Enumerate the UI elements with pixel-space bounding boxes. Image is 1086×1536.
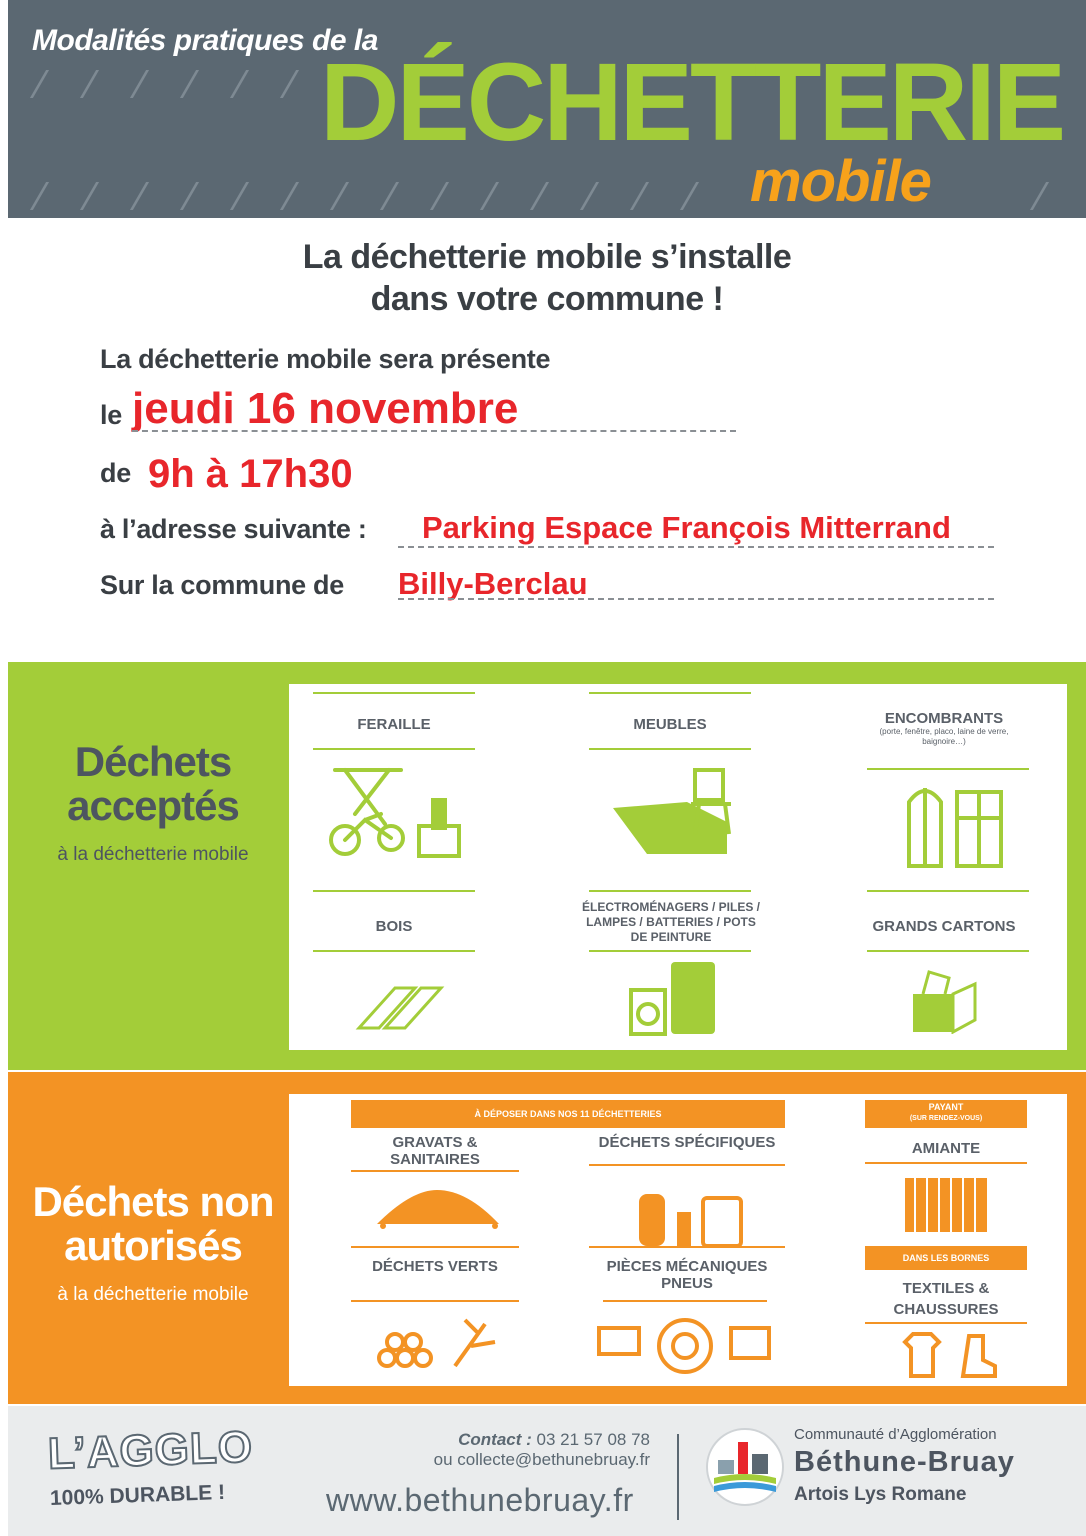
divider [867, 950, 1029, 952]
battery-tire-radiator-icon [595, 1314, 775, 1378]
category-label-text: ENCOMBRANTS [884, 710, 1004, 727]
logs-branch-icon [375, 1314, 511, 1372]
category-label: BOIS [375, 918, 413, 935]
org-line1: Communauté d’Agglomération [794, 1426, 997, 1443]
decor-slash [130, 70, 149, 98]
decor-slash [280, 182, 299, 210]
category-label: GRANDS CARTONS [872, 918, 1016, 935]
refused-title-line2: autorisés [64, 1222, 242, 1269]
time-value: 9h à 17h30 [148, 452, 353, 496]
divider [867, 890, 1029, 892]
divider [589, 890, 751, 892]
commune-label: Sur la commune de [100, 570, 344, 600]
time-label: de [100, 458, 131, 488]
decor-slash [380, 182, 399, 210]
corrugated-sheet-icon [903, 1172, 989, 1234]
header-title: DÉCHETTERIE [320, 41, 1064, 164]
divider [313, 692, 475, 694]
category-label: DÉCHETS VERTS [372, 1258, 498, 1275]
decor-slash [30, 70, 49, 98]
decor-slash [80, 70, 99, 98]
website-link[interactable]: www.bethunebruay.fr [326, 1482, 634, 1518]
category-label: MEUBLES [633, 716, 707, 733]
divider [867, 768, 1029, 770]
decor-slash [430, 182, 449, 210]
category-label: PIÈCES MÉCANIQUES PNEUS [606, 1258, 768, 1292]
divider [865, 1162, 1027, 1164]
decor-slash [630, 182, 649, 210]
paid-banner [865, 1100, 1027, 1128]
org-line3: Artois Lys Romane [794, 1484, 967, 1505]
bethune-bruay-logo-icon [704, 1426, 786, 1508]
category-label: GRAVATS & SANITAIRES [390, 1134, 480, 1168]
bins-banner: DANS LES BORNES [865, 1246, 1027, 1270]
accepted-panel [289, 684, 1067, 1050]
chair-bed-icon [607, 764, 737, 864]
divider [589, 1164, 785, 1166]
contact-email[interactable]: ou collecte@bethunebruay.fr [433, 1450, 650, 1469]
tagline-line2: dans votre commune ! [370, 280, 724, 318]
address-fill-line [398, 546, 994, 548]
header-banner [8, 0, 1086, 218]
decor-slash [580, 182, 599, 210]
decor-slash [230, 182, 249, 210]
contact-phone[interactable]: 03 21 57 08 78 [536, 1430, 650, 1449]
divider [589, 1246, 785, 1248]
category-label [859, 710, 1029, 747]
accepted-title-line1: Déchets [74, 738, 232, 785]
footer-divider [677, 1434, 679, 1520]
divider [351, 1170, 519, 1172]
date-fill-line [132, 430, 736, 432]
address-value: Parking Espace François Mitterrand [422, 510, 951, 545]
fridge-washer-icon [629, 960, 719, 1036]
paid-banner-note: (SUR RENDEZ-VOUS) [909, 1115, 983, 1122]
decor-slash [180, 70, 199, 98]
divider [589, 748, 751, 750]
refused-section [8, 1072, 1086, 1404]
divider [603, 1300, 767, 1302]
cardboard-box-icon [909, 968, 979, 1034]
decor-slash [480, 182, 499, 210]
bicycle-ironing-board-icon [325, 764, 465, 868]
decor-slash [280, 70, 299, 98]
decor-slash [80, 182, 99, 210]
decor-slash [1030, 182, 1049, 210]
durable-slogan: 100% DURABLE ! [49, 1480, 226, 1511]
divider [313, 950, 475, 952]
decor-slash [680, 182, 699, 210]
contact-block [434, 1430, 650, 1470]
presence-label: La déchetterie mobile sera présente [100, 344, 551, 374]
address-label: à l’adresse suivante : [100, 514, 367, 544]
accepted-subtitle: à la déchetterie mobile [57, 844, 249, 865]
category-label: TEXTILES & CHAUSSURES [893, 1280, 999, 1318]
decor-slash [230, 70, 249, 98]
divider [865, 1322, 1027, 1324]
commune-fill-line [398, 598, 994, 600]
accepted-title-line2: acceptés [67, 782, 239, 829]
divider [313, 748, 475, 750]
divider [351, 1300, 519, 1302]
org-name: Béthune-Bruay [794, 1446, 1015, 1478]
category-label: DÉCHETS SPÉCIFIQUES [598, 1134, 776, 1151]
header-subtitle: mobile [750, 149, 931, 214]
tagline-line1: La déchetterie mobile s’installe [302, 238, 792, 276]
category-note: (porte, fenêtre, placo, laine de verre, baignoire…) [879, 727, 1009, 746]
divider [313, 890, 475, 892]
header-pretitle: Modalités pratiques de la [32, 24, 378, 57]
decor-slash [530, 182, 549, 210]
paid-banner-text: PAYANT [928, 1102, 964, 1112]
accepted-section [8, 662, 1086, 1070]
date-value: jeudi 16 novembre [132, 384, 519, 433]
flyer-page [8, 0, 1086, 1536]
contact-label: Contact : [458, 1430, 532, 1449]
divider [351, 1246, 519, 1248]
divider [589, 692, 751, 694]
rubble-pile-icon [371, 1184, 505, 1230]
clothes-boot-icon [899, 1330, 999, 1380]
date-label: le [100, 400, 122, 430]
decor-slash [330, 182, 349, 210]
agglo-logo-text: L’AGGLO [47, 1422, 254, 1479]
window-door-icon [903, 778, 1007, 868]
footer [8, 1406, 1086, 1536]
decor-slash [180, 182, 199, 210]
category-label: AMIANTE [911, 1140, 981, 1157]
refused-panel [289, 1094, 1067, 1386]
commune-value: Billy-Berclau [398, 566, 588, 601]
refused-title-line1: Déchets non [32, 1178, 274, 1225]
wood-planks-icon [355, 978, 445, 1034]
divider [589, 950, 751, 952]
decor-slash [130, 182, 149, 210]
category-label: ÉLECTROMÉNAGERS / PILES / LAMPES / BATTERIES / POTS DE PEINTURE [581, 900, 761, 944]
category-label: FERAILLE [357, 716, 431, 733]
decor-slash [30, 182, 49, 210]
gas-bottle-canister-icon [635, 1178, 745, 1248]
refused-subtitle: à la déchetterie mobile [57, 1284, 249, 1305]
deposit-banner: À DÉPOSER DANS NOS 11 DÉCHETTERIES [351, 1100, 785, 1128]
